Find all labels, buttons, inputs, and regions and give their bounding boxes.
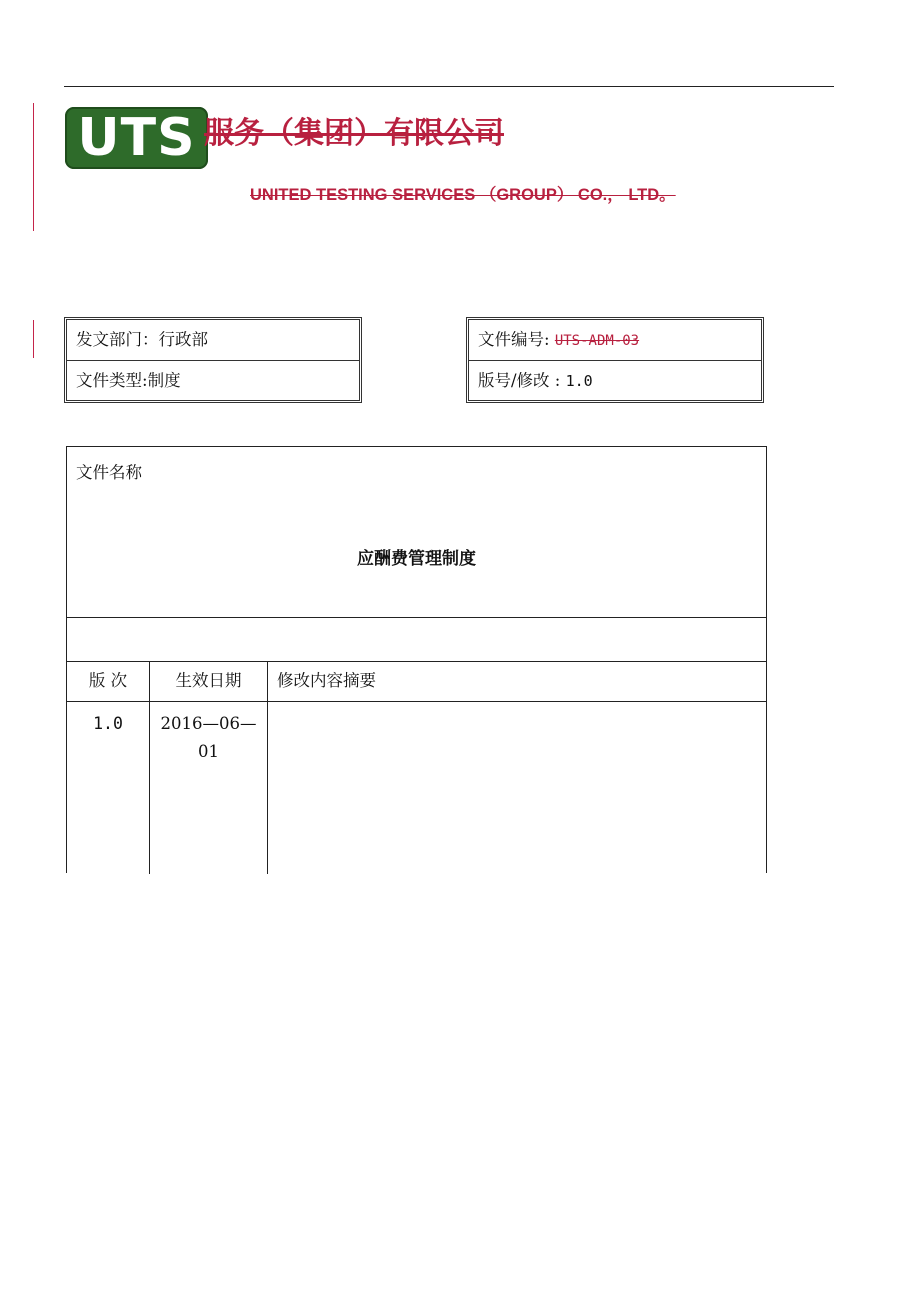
document-number-box bbox=[466, 317, 764, 403]
header-rule bbox=[64, 86, 834, 87]
revision-margin-bar bbox=[33, 320, 34, 358]
doc-type-row bbox=[67, 360, 359, 400]
department-value: 行政部 bbox=[158, 330, 208, 349]
version-row bbox=[469, 360, 761, 400]
row-effective-date bbox=[150, 701, 268, 874]
logo-text: UTS bbox=[77, 108, 196, 168]
department-row bbox=[67, 320, 359, 360]
blank-row bbox=[67, 617, 766, 662]
department-label: 发文部门： bbox=[76, 330, 159, 349]
doc-number-label: 文件编号: bbox=[478, 330, 555, 349]
doc-number-row bbox=[469, 320, 761, 360]
header-change-summary: 修改内容摘要 bbox=[277, 671, 376, 690]
document-name-section bbox=[67, 447, 766, 618]
row-change-summary bbox=[268, 701, 766, 874]
revision-header-row bbox=[67, 661, 766, 702]
revision-margin-bar bbox=[33, 103, 34, 231]
issuing-info-box bbox=[64, 317, 362, 403]
company-name-en: UNITED TESTING SERVICES （GROUP） CO.， LTD。 bbox=[250, 186, 676, 204]
row-date-line1: 2016—06— bbox=[160, 714, 257, 733]
company-logo bbox=[65, 107, 208, 169]
doc-number-value: UTS-ADM-03 bbox=[554, 333, 640, 349]
version-value: 1.0 bbox=[565, 372, 593, 390]
document-title: 应酬费管理制度 bbox=[357, 549, 476, 569]
header-effective-date: 生效日期 bbox=[150, 661, 268, 701]
company-name-cn: 服务（集团）有限公司 bbox=[204, 116, 504, 151]
table-row bbox=[67, 701, 766, 874]
version-label: 版号/修改 : bbox=[478, 371, 566, 390]
header-version: 版 次 bbox=[67, 661, 150, 701]
row-date-line2: 01 bbox=[198, 742, 219, 761]
doc-type-value: 制度 bbox=[147, 371, 181, 390]
doc-type-label: 文件类型: bbox=[76, 371, 148, 390]
document-name-label: 文件名称 bbox=[76, 463, 142, 482]
row-version: 1.0 bbox=[67, 701, 150, 874]
document-table bbox=[66, 446, 767, 873]
